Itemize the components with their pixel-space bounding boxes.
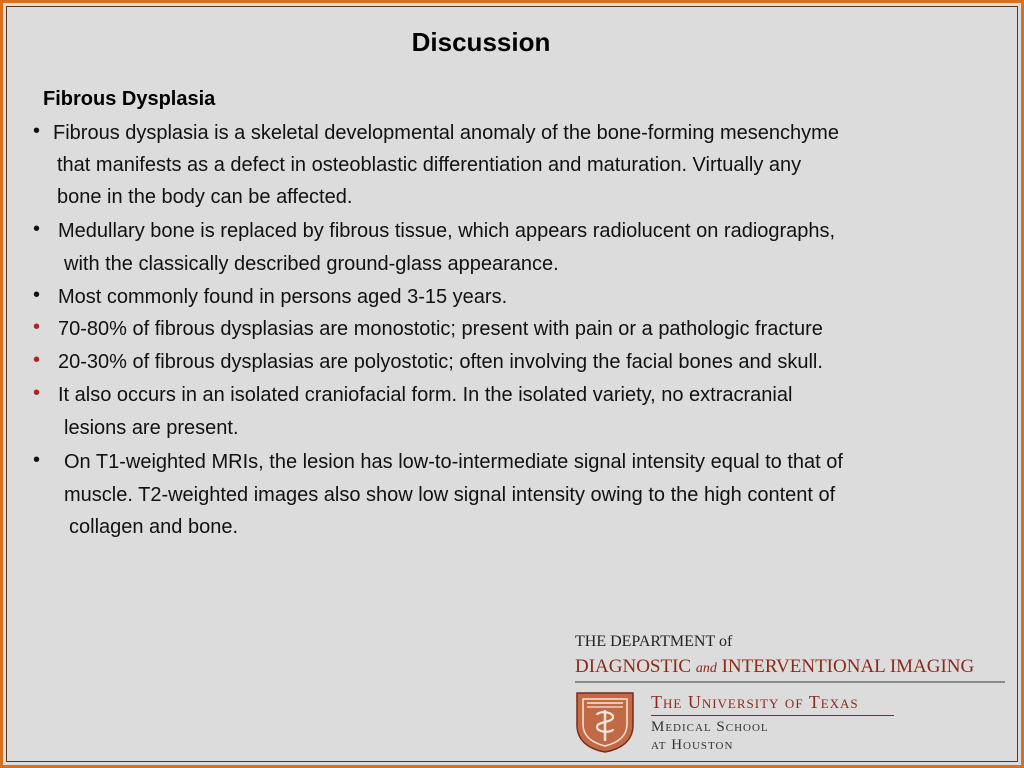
slide-title: Discussion [411,27,551,57]
slide-subtitle: Fibrous Dysplasia [43,88,216,110]
body-line: Fibrous dysplasia is a skeletal developmental anomaly of the bone-forming mesenchyme [53,122,839,144]
body-line: 70-80% of fibrous dysplasias are monostotic; present with pain or a pathologic fracture [58,318,823,340]
ut-seal-icon [575,691,635,753]
bullet-marker: • [33,284,41,306]
bullet-marker: • [33,120,41,142]
medical-school-line2: at Houston [651,737,734,753]
university-underline [651,715,894,716]
body-line: muscle. T2-weighted images also show low signal intensity owing to the high content of [64,484,836,506]
body-line: On T1-weighted MRIs, the lesion has low-to-intermediate signal intensity equal to that of [64,451,843,473]
body-line: lesions are present. [64,417,239,439]
logo-divider [575,681,1005,683]
body-line: 20-30% of fibrous dysplasias are polyostotic; often involving the facial bones and skull. [58,351,823,373]
medical-school-line1: Medical School [651,719,769,735]
bullet-marker-red: • [33,382,41,404]
body-line: bone in the body can be affected. [57,186,353,208]
department-and: and [695,661,717,676]
department-interventional: INTERVENTIONAL IMAGING [721,656,975,677]
department-name-line2 [575,656,974,678]
department-name-line1 [575,633,732,651]
body-line: collagen and bone. [69,516,239,538]
body-line: Most commonly found in persons aged 3-15 years. [58,286,508,308]
bullet-marker: • [33,218,41,240]
department-of: of [718,633,733,650]
bullet-marker-red: • [33,349,41,371]
department-diagnostic: DIAGNOSTIC [575,656,692,677]
university-name: The University of Texas [651,692,859,712]
body-line: with the classically described ground-glass appearance. [64,253,559,275]
body-line: It also occurs in an isolated craniofacial form. In the isolated variety, no extracranial [58,384,793,406]
bullet-marker-red: • [33,316,41,338]
department-label: THE DEPARTMENT [575,633,715,650]
body-line: Medullary bone is replaced by fibrous tissue, which appears radiolucent on radiographs, [58,220,836,242]
bullet-marker: • [33,449,41,471]
body-line: that manifests as a defect in osteoblastic differentiation and maturation. Virtually any [57,154,802,176]
